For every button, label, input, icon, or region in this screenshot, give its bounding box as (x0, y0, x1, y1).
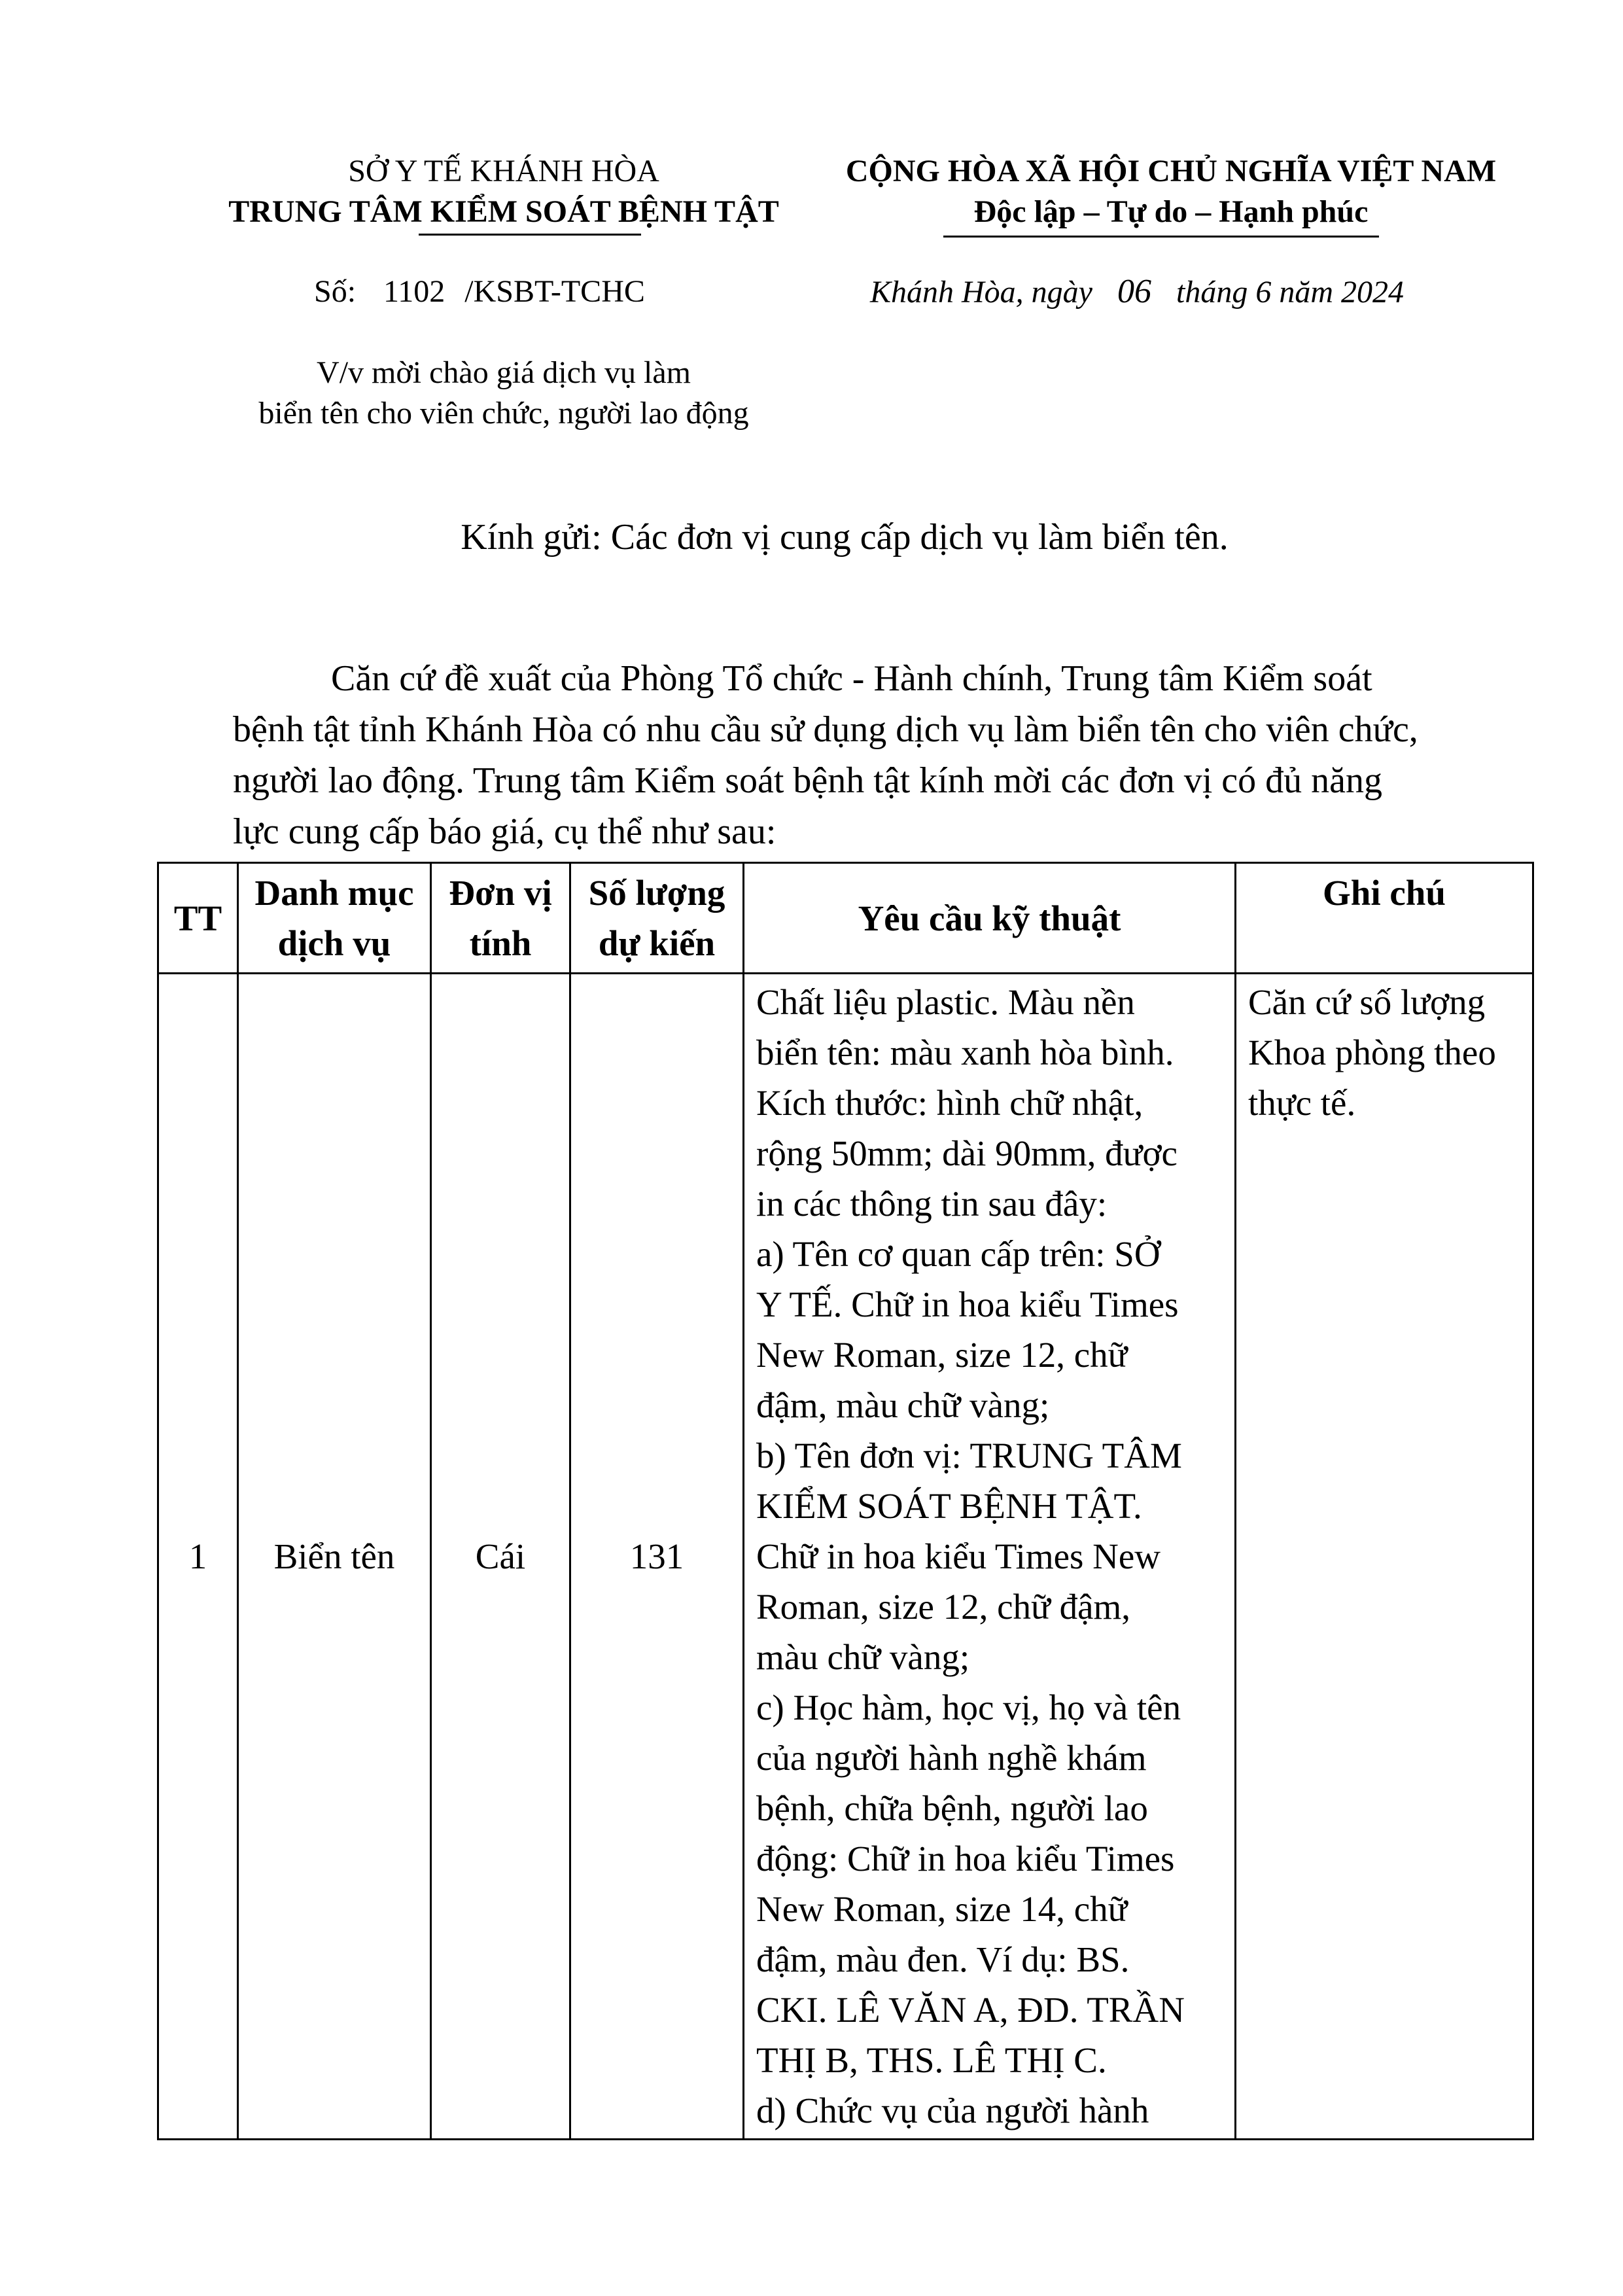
requirement-line: d) Chức vụ của người hành (756, 2091, 1149, 2130)
header-quantity-line-2: dự kiến (598, 923, 716, 963)
requirement-line: Roman, size 12, chữ đậm, (756, 1587, 1131, 1627)
body-line-4: lực cung cấp báo giá, cụ thể như sau: (233, 811, 777, 852)
cell-requirements (744, 974, 1236, 2140)
cell-note (1236, 974, 1533, 2140)
cell-unit: Cái (431, 974, 570, 2140)
table-row (158, 974, 1533, 2140)
header-quantity-line-1: Số lượng (588, 873, 725, 913)
service-table (157, 862, 1534, 2140)
requirement-line: đậm, màu đen. Ví dụ: BS. (756, 1939, 1130, 1979)
document-number (314, 272, 733, 311)
note-line: Khoa phòng theo (1248, 1033, 1496, 1072)
date-prefix: Khánh Hòa, ngày (870, 275, 1092, 309)
requirement-line: Kích thước: hình chữ nhật, (756, 1083, 1143, 1123)
agency-name: TRUNG TÂM KIỂM SOÁT BỆNH TẬT (228, 194, 779, 229)
doc-number-prefix: Số: (314, 274, 357, 309)
body-line-3: người lao động. Trung tâm Kiểm soát bệnh tật kính mời các đơn vị có đủ năng (233, 760, 1382, 801)
header-tt: TT (158, 863, 238, 974)
requirement-line: bệnh, chữa bệnh, người lao (756, 1788, 1148, 1828)
requirement-line: in các thông tin sau đây: (756, 1184, 1108, 1224)
requirement-line: c) Học hàm, học vị, họ và tên (756, 1687, 1181, 1727)
cell-tt: 1 (158, 974, 238, 2140)
requirement-line: Chữ in hoa kiểu Times New (756, 1536, 1161, 1576)
agency-underline (419, 234, 641, 236)
agency-parent: SỞ Y TẾ KHÁNH HÒA (348, 154, 659, 188)
country-name: CỘNG HÒA XÃ HỘI CHỦ NGHĨA VIỆT NAM (845, 154, 1497, 188)
header-requirements: Yêu cầu kỹ thuật (744, 863, 1236, 974)
cell-quantity: 131 (570, 974, 744, 2140)
body-line-1: Căn cứ đề xuất của Phòng Tổ chức - Hành chính, Trung tâm Kiểm soát (331, 658, 1372, 699)
cell-service: Biển tên (238, 974, 431, 2140)
requirement-line: rộng 50mm; dài 90mm, được (756, 1133, 1178, 1173)
requirement-line: b) Tên đơn vị: TRUNG TÂM (756, 1436, 1182, 1475)
requirement-line: đậm, màu chữ vàng; (756, 1385, 1050, 1425)
motto-underline (943, 236, 1379, 238)
requirement-line: KIỂM SOÁT BỆNH TẬT. (756, 1486, 1142, 1526)
table-header-row (158, 863, 1533, 974)
note-line: Căn cứ số lượng (1248, 982, 1486, 1022)
header-unit (431, 863, 570, 974)
requirement-line: Y TẾ. Chữ in hoa kiểu Times (756, 1284, 1179, 1324)
subject-line-2: biển tên cho viên chức, người lao động (258, 396, 749, 431)
recipient-line: Kính gửi: Các đơn vị cung cấp dịch vụ làm biển tên. (461, 517, 1229, 557)
header-unit-line-1: Đơn vị (449, 873, 552, 913)
body-line-2: bệnh tật tỉnh Khánh Hòa có nhu cầu sử dụng dịch vụ làm biển tên cho viên chức, (233, 709, 1418, 750)
doc-number-suffix: /KSBT-TCHC (464, 274, 645, 309)
header-service (238, 863, 431, 974)
header-service-line-2: dịch vụ (277, 923, 391, 963)
requirement-line: Chất liệu plastic. Màu nền (756, 982, 1135, 1022)
requirement-line: THỊ B, THS. LÊ THỊ C. (756, 2040, 1107, 2080)
date-suffix: tháng 6 năm 2024 (1176, 275, 1404, 309)
subject-line-1: V/v mời chào giá dịch vụ làm (317, 355, 691, 390)
doc-number-value: 1102 (383, 274, 445, 309)
header-quantity (570, 863, 744, 974)
requirement-line: New Roman, size 12, chữ (756, 1335, 1128, 1375)
requirement-line: của người hành nghề khám (756, 1738, 1147, 1778)
date-day: 06 (1117, 273, 1151, 310)
header-service-line-1: Danh mục (254, 873, 414, 913)
header-note: Ghi chú (1236, 863, 1533, 974)
requirement-line: màu chữ vàng; (756, 1637, 970, 1677)
requirement-line: CKI. LÊ VĂN A, ĐD. TRẦN (756, 1990, 1185, 2030)
requirement-line: biển tên: màu xanh hòa bình. (756, 1033, 1174, 1072)
note-line: thực tế. (1248, 1083, 1356, 1123)
header-unit-line-2: tính (469, 923, 532, 963)
requirement-line: New Roman, size 14, chữ (756, 1889, 1128, 1929)
motto: Độc lập – Tự do – Hạnh phúc (973, 194, 1369, 229)
requirement-line: động: Chữ in hoa kiểu Times (756, 1839, 1175, 1879)
requirement-line: a) Tên cơ quan cấp trên: SỞ (756, 1234, 1161, 1274)
document-date (870, 272, 1531, 312)
